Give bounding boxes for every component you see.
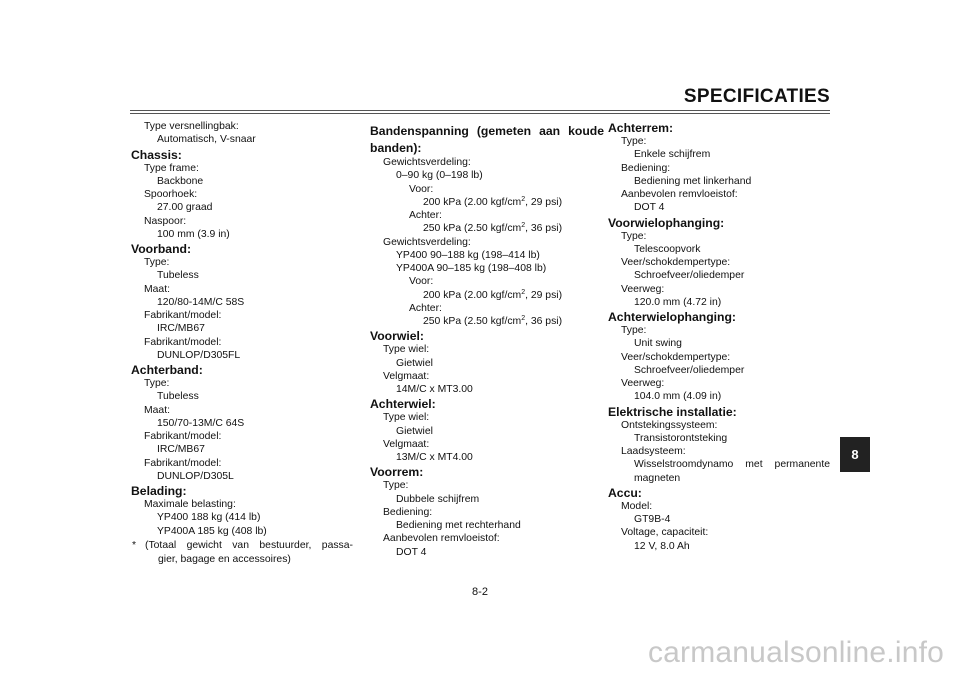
spec-value: DOT 4 <box>634 202 665 214</box>
spec-label: Aanbevolen remvloeistof: <box>621 189 738 200</box>
spec-value: Backbone <box>157 175 204 187</box>
page-title: SPECIFICATIES <box>683 86 830 107</box>
spec-column-1 <box>131 120 353 567</box>
spec-label: Fabrikant/model: <box>144 431 222 442</box>
spec-value: Gietwiel <box>396 425 433 437</box>
spec-value: Tubeless <box>157 270 199 282</box>
footnote <box>131 539 353 567</box>
spec-value: Tubeless <box>157 391 199 403</box>
spec-value: Dubbele schijfrem <box>396 493 480 505</box>
spec-value: YP400A 185 kg (408 lb) <box>157 525 267 537</box>
spec-label: Naspoor: <box>144 215 187 227</box>
spec-value: Telescoopvork <box>634 243 701 255</box>
spec-value: DUNLOP/D305FL <box>157 349 241 361</box>
superscript: 2 <box>521 288 526 296</box>
spec-label: Type: <box>383 480 409 492</box>
spec-value: Bediening met linkerhand <box>634 175 752 187</box>
spec-label: Velgmaat: <box>383 438 430 450</box>
section-heading-battery: Accu: <box>608 485 642 500</box>
spec-label: Type: <box>621 325 647 336</box>
spec-value: 150/70-13M/C 64S <box>157 417 245 429</box>
spec-value: 100 mm (3.9 in) <box>157 228 230 240</box>
spec-label: Velgmaat: <box>383 370 430 382</box>
spec-label: Veer/schokdempertype: <box>621 257 731 268</box>
value-text: , 36 psi) <box>525 223 563 235</box>
spec-value: DOT 4 <box>396 546 427 558</box>
section-heading-electrical: Elektrische installatie: <box>608 404 737 419</box>
heading-line: Bandenspanning (gemeten aan koude <box>370 124 604 138</box>
section-heading-front-tire: Voorband: <box>131 242 192 256</box>
spec-value: IRC/MB67 <box>157 323 205 335</box>
value-line: magneten <box>634 472 681 484</box>
superscript: 2 <box>521 315 526 322</box>
spec-value <box>370 222 604 235</box>
footnote-line: gier, bagage en accessoires) <box>158 553 291 565</box>
value-text: 200 kPa (2.00 kgf/cm <box>423 289 522 301</box>
footnote-line: (Totaal gewicht van bestuurder, passa- <box>145 539 353 551</box>
spec-label: Bediening: <box>621 162 671 174</box>
heading-line: banden): <box>370 140 422 155</box>
spec-label: Achter: <box>409 210 442 221</box>
value-text: , 29 psi) <box>525 289 563 301</box>
spec-label: Fabrikant/model: <box>144 310 222 321</box>
value-text: 250 kPa (2.50 kgf/cm <box>423 223 522 235</box>
superscript: 2 <box>521 222 526 230</box>
section-heading-front-suspension: Voorwielophanging: <box>608 215 725 230</box>
section-heading-front-brake: Voorrem: <box>370 465 424 480</box>
spec-label: Maat: <box>144 404 170 416</box>
spec-value: 120/80-14M/C 58S <box>157 296 245 308</box>
spec-label: Spoorhoek: <box>144 189 198 200</box>
spec-value: Schroefveer/oliedemper <box>634 270 745 282</box>
superscript: 2 <box>521 195 526 203</box>
spec-value: DUNLOP/D305L <box>157 470 234 482</box>
section-heading-rear-wheel: Achterwiel: <box>370 397 436 412</box>
spec-label: Type frame: <box>144 162 199 174</box>
spec-value: 120.0 mm (4.72 in) <box>634 296 722 308</box>
spec-value: 14M/C x MT3.00 <box>396 384 473 395</box>
footnote-marker: * <box>132 539 137 551</box>
spec-value: Transistorontsteking <box>634 432 728 444</box>
section-heading-loading: Belading: <box>131 484 187 498</box>
spec-value: Automatisch, V-snaar <box>157 134 256 146</box>
spec-label: Bediening: <box>383 506 433 518</box>
spec-label: Voor: <box>409 276 434 288</box>
value-text: , 36 psi) <box>525 316 563 327</box>
spec-value: GT9B-4 <box>634 514 671 525</box>
spec-label: Laadsysteem: <box>621 446 686 457</box>
spec-value: Enkele schijfrem <box>634 149 711 161</box>
section-heading-tire-pressure <box>370 123 604 156</box>
section-heading-rear-suspension: Achterwielophanging: <box>608 310 736 324</box>
spec-value: Bediening met rechterhand <box>396 520 521 531</box>
spec-value <box>370 315 604 328</box>
spec-label: Type: <box>144 378 170 389</box>
spec-label: Type: <box>144 257 170 268</box>
spec-value <box>608 458 830 485</box>
watermark: carmanualsonline.info <box>647 636 944 669</box>
value-text: 200 kPa (2.00 kgf/cm <box>423 196 522 208</box>
spec-label: Ontstekingssysteem: <box>621 419 718 431</box>
spec-value: 0–90 kg (0–198 lb) <box>396 170 483 182</box>
spec-label: Achter: <box>409 302 442 314</box>
spec-label: Type: <box>621 230 647 242</box>
spec-label: Maximale belasting: <box>144 499 236 510</box>
spec-column-2 <box>370 120 604 559</box>
spec-value <box>370 289 604 302</box>
spec-value: IRC/MB67 <box>157 444 205 456</box>
spec-label: Voltage, capaciteit: <box>621 527 709 539</box>
spec-label: Veerweg: <box>621 378 665 389</box>
spec-value: YP400 188 kg (414 lb) <box>157 512 261 524</box>
spec-label: Type: <box>621 136 647 147</box>
spec-value: 27.00 graad <box>157 202 213 214</box>
spec-value: 104.0 mm (4.09 in) <box>634 391 722 403</box>
value-text: , 29 psi) <box>525 196 563 208</box>
spec-label: Type wiel: <box>383 412 430 424</box>
value-text: 250 kPa (2.50 kgf/cm <box>423 316 522 327</box>
spec-label: Fabrikant/model: <box>144 457 222 469</box>
section-heading-rear-brake: Achterrem: <box>608 121 674 135</box>
spec-value: 12 V, 8.0 Ah <box>634 540 690 552</box>
page-number: 8-2 <box>472 586 488 598</box>
spec-value: Gietwiel <box>396 357 433 369</box>
section-heading-rear-tire: Achterband: <box>131 363 203 377</box>
spec-label: Veer/schokdempertype: <box>621 351 731 363</box>
spec-label: Gewichtsverdeling: <box>383 236 471 248</box>
section-heading-chassis: Chassis: <box>131 147 182 162</box>
spec-label: Model: <box>621 500 653 512</box>
spec-value: YP400 90–188 kg (198–414 lb) <box>396 249 540 261</box>
spec-label: Gewichtsverdeling: <box>383 157 471 168</box>
spec-value: Unit swing <box>634 338 682 350</box>
spec-label: Aanbevolen remvloeistof: <box>383 533 500 545</box>
spec-value: Schroefveer/oliedemper <box>634 364 745 376</box>
spec-label: Voor: <box>409 183 434 195</box>
chapter-tab[interactable]: 8 <box>840 437 870 472</box>
spec-label: Maat: <box>144 283 170 295</box>
spec-column-3 <box>608 120 830 553</box>
footnote-text <box>145 539 353 567</box>
spec-label: Veerweg: <box>621 283 665 295</box>
spec-label: Type versnellingbak: <box>144 121 239 132</box>
section-heading-front-wheel: Voorwiel: <box>370 329 424 344</box>
spec-value <box>370 196 604 209</box>
value-line: Wisselstroomdynamo met permanente <box>634 459 830 471</box>
spec-label: Type wiel: <box>383 344 430 356</box>
spec-value: YP400A 90–185 kg (198–408 lb) <box>396 263 547 274</box>
header-rule <box>130 110 830 114</box>
spec-label: Fabrikant/model: <box>144 336 222 348</box>
spec-value: 13M/C x MT4.00 <box>396 452 473 463</box>
